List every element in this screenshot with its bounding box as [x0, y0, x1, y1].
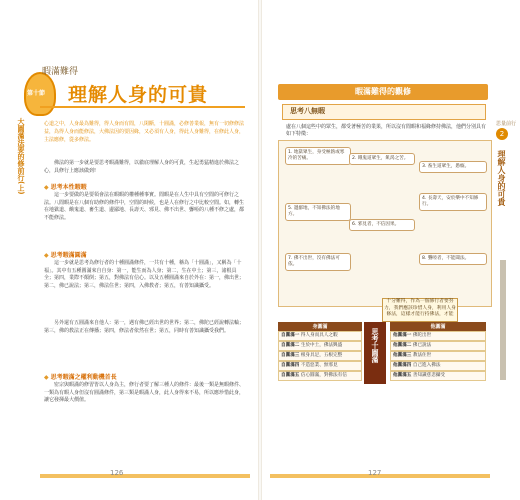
side-tab-label: 大圓滿法要的修前行(上): [17, 118, 25, 195]
title-rule: [40, 106, 245, 108]
illus-item-8: 8. 聾啞者，不能聞法。: [419, 253, 487, 265]
illus-item-7: 7. 佛不出世，沒有佛法可依。: [285, 253, 351, 271]
illus-item-3: 3. 畜生道眾生，愚癡。: [419, 161, 487, 173]
illus-item-2: 2. 餓鬼道眾生，飢渴之苦。: [349, 153, 415, 165]
illus-item-1: 1. 地獄眾生，身受極熱或寒冷的苦痛。: [285, 147, 351, 165]
table-row: 他圓滿三 教法住世: [390, 351, 486, 361]
right-page: [260, 0, 520, 500]
page-number-left: 126: [110, 469, 124, 477]
chapter-label: 第十節: [27, 90, 46, 97]
right-subtitle: 思考八無暇: [290, 107, 325, 115]
paragraph-4: 另外還有五圓滿來自他人：第一，遇有佛已經出世的世界；第二，佛陀已經說轉法輪；第三，佛的教法正在傳播；第四，修法者依然在世；第五，同時有善知識攝受我們。: [44, 320, 245, 334]
side-small-label: 思量前行: [496, 121, 517, 127]
table-row: 他圓滿四 自己進入佛法: [390, 361, 486, 371]
side-tab: [16, 118, 38, 268]
section-heading-3: ◆ 思考暇滿之權利動機首長: [44, 372, 117, 381]
table-row: 自圓滿五 信心圓滿，對佛法有信: [278, 371, 362, 381]
page-title: 理解人身的可貴: [68, 84, 209, 106]
right-banner: 暇滿難得的觀修: [278, 84, 488, 100]
illus-item-5: 5. 邊鄙地，不知佛法的地方。: [285, 203, 351, 221]
table-header-left: 身圓滿: [278, 322, 362, 331]
paragraph-1: 佛法的第一步就是要思考暇滿難得，以徹底理解人身的可貴，生起勇猛精進於佛法之心，具修行上應該做到!: [44, 160, 240, 174]
page-number-right: 127: [368, 469, 382, 477]
section-heading-2: ◆ 思考暇滿圓滿: [44, 250, 87, 259]
section-heading-1: ◆ 思考本性暇暇: [44, 182, 87, 191]
page-ribbon: [500, 260, 506, 380]
illus-item-4: 4. 長壽天，安於樂中不知修行。: [419, 193, 487, 211]
right-side-tab: [496, 150, 510, 260]
vertical-banner: 思考十圓滿: [364, 322, 386, 384]
right-note: 處在八個這些中的眾生，都受著極苦的業果，所以沒有閒暇和福緣修持佛法，他們分別具有如下特徵：: [286, 124, 487, 137]
illus-item-6: 6. 邪見者，不信因果。: [349, 219, 415, 231]
right-side-label: 理解人身的可貴: [497, 150, 506, 206]
table-row: 自圓滿三 根身具足，五根完整: [278, 351, 362, 361]
paragraph-2: 這一步要做的是要領會法在暇暇的權種種事實。閒暇是在人生中具有空閒的可修行之法。八閒暇是在八個有助修的條件中，空閒的時候，也是人在修行之中比較空閒。如，轉生在地獄道、餓鬼道、畜生道、邊鄙地、長壽天、邪見、佛不出世、聾啞的八種不修之處，都不能修法。: [44, 192, 245, 221]
table-row: 他圓滿一 佛陀出世: [390, 331, 486, 341]
illustration-panel: [278, 140, 492, 307]
table-row: 自圓滿一 得人身而具人之暇: [278, 331, 362, 341]
perfections-table: [278, 322, 488, 442]
section-header: 暇滿難得: [42, 67, 79, 77]
table-row: 自圓滿四 不造惡業、無邪見: [278, 361, 362, 371]
footer-bar: [40, 474, 250, 478]
center-note: 十分難得，作為一個修行者要努力，我們應該珍惜人身，利用人身修法，這樣才能行持佛法，才能: [382, 298, 458, 322]
intro-text: 心道之中，人身最為難得，得人身而有閒，八閑斷，十圓滿，必修善業報，無有一切修修法益，為得人身而能修法，大佛法因的要因緣，又必須有人身，得此人身難得，在修此人身，主法應修，從多修法。: [44, 121, 245, 143]
table-row: 自圓滿二 生於中土，佛法興盛: [278, 341, 362, 351]
table-header-right: 他圓滿: [390, 322, 486, 331]
table-row: 他圓滿二 佛已說法: [390, 341, 486, 351]
paragraph-5: 密宗與暇滿的修習皆以人身為主，修行者要了解三種人的條件：最後一類是無暇條件、一類為有暇人身但沒有圓滿條件，第三類是暇滿人身，此人身得來不易，所以應珍惜此身，讓它發揮最大價值。: [44, 382, 245, 403]
table-row: 他圓滿五 善知識慈悲攝受: [390, 371, 486, 381]
paragraph-3: 這一步就是思考為修行者的十種圓滿條件，一共有十種，稱為「十圓滿」，又稱為「十福」。其中有五種圓滿來自自身：第一，能生而為人身；第二，生在中土；第三，諸根具全；第四，業際不顛倒；第五，對佛法有信心。以及五種圓滿來自於外在：第一，佛出世；第二，佛已說法；第三，佛法住世；第四，入佛教者；第五，有善知識攝受。: [44, 260, 245, 289]
chapter-number-circle: 2: [496, 128, 508, 140]
